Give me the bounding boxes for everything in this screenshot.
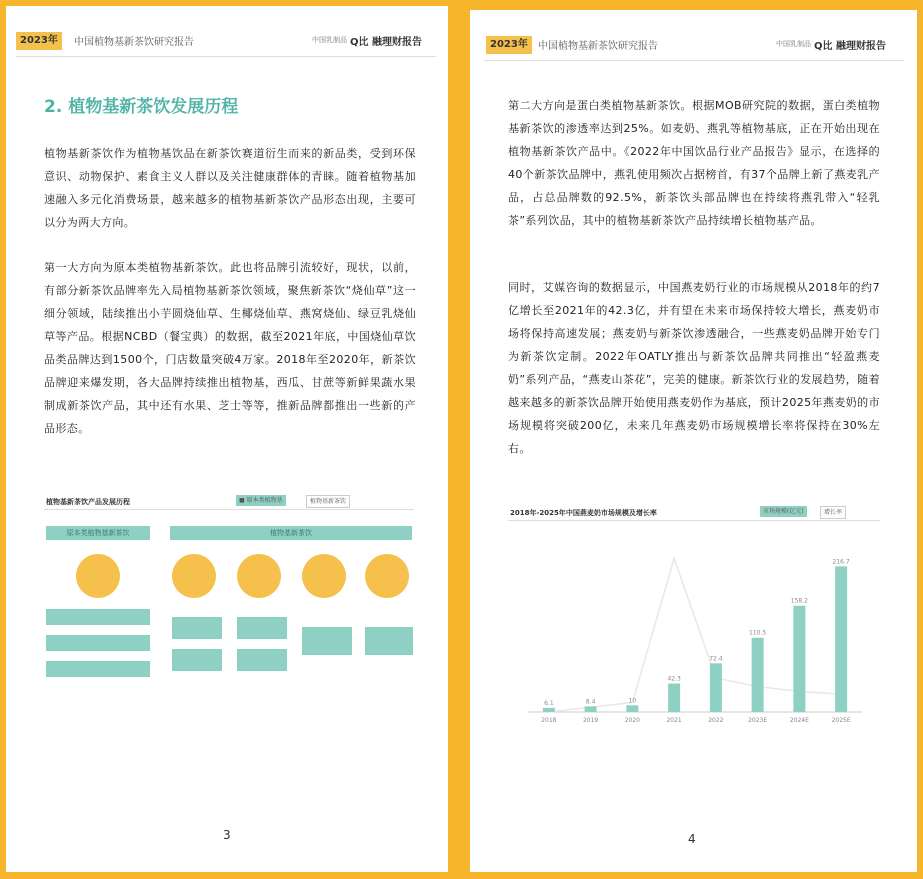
chart-bar [710, 663, 722, 712]
product-box [237, 617, 287, 639]
x-tick-label: 2020 [624, 717, 641, 724]
bar-value-label: 10 [628, 697, 637, 705]
header-title: 中国植物基新茶饮研究报告 [74, 37, 194, 48]
chart-bar [626, 705, 638, 712]
product-box [302, 627, 352, 655]
bar-value-label: 110.5 [749, 629, 767, 637]
x-tick-label: 2023E [748, 717, 768, 724]
x-tick-label: 2025E [831, 717, 851, 724]
product-box [172, 649, 222, 671]
timeline-circle [172, 554, 216, 598]
paragraph-2: 同时，艾媒咨询的数据显示，中国燕麦奶行业的市场规模从2018年的约7亿增长至2021年的42.3亿，并有望在未来市场保持较大增长，燕麦奶市场将保持高速发展；燕麦奶与新茶饮渗透融合，一些燕麦奶品牌开始专门为新茶饮定制。2022年OATLY推出与新茶饮品牌共同推出“轻盈燕麦奶”系列产品，“燕麦山茶花”，完美的健康。新茶饮行业的发展趋势，随着越来越多的新茶饮品牌开始使用燕麦奶作为基底，预计2025年燕麦奶的市场规模将突破200亿，未来几年燕麦奶市场规模增长率将保持在30%左右。 [508, 281, 880, 455]
header-logo-small: 中国乳制品 [312, 36, 347, 44]
figure-title: 植物基新茶饮产品发展历程 [46, 498, 130, 506]
page-number: 3 [223, 828, 231, 842]
header-badge: 2023年 [16, 32, 62, 50]
chart-bar [543, 708, 555, 712]
bar-value-label: 42.3 [667, 675, 681, 683]
page-number: 4 [688, 832, 696, 846]
section-title: 2. 植物基新茶饮发展历程 [44, 97, 239, 117]
x-tick-label: 2021 [666, 717, 682, 724]
chart-title: 2018年-2025年中国燕麦奶市场规模及增长率 [510, 509, 657, 517]
bar-value-label: 8.4 [585, 698, 596, 706]
product-box [365, 627, 413, 655]
timeline-circle [237, 554, 281, 598]
chart-divider [508, 520, 880, 521]
bar-value-label: 6.1 [544, 699, 554, 707]
x-tick-label: 2018 [541, 717, 557, 724]
bar-value-label: 72.4 [709, 655, 723, 663]
product-box [46, 609, 150, 625]
product-box [46, 661, 150, 677]
timeline-circle [76, 554, 120, 598]
bar-value-label: 216.7 [832, 558, 850, 566]
header-badge: 2023年 [486, 36, 532, 54]
x-tick-label: 2024E [789, 717, 809, 724]
x-tick-label: 2019 [582, 717, 599, 724]
header-title: 中国植物基新茶饮研究报告 [538, 41, 658, 52]
figure-divider [44, 509, 414, 510]
product-box [46, 635, 150, 651]
paragraph-1: 植物基新茶饮作为植物基饮品在新茶饮赛道衍生而来的新品类，受到环保意识、动物保护、素食主义人群以及关注健康群体的青睐。随着植物基加速融入多元化消费场景，越来越多的植物基新茶饮产品形态出现，主要可以分为两大方向。 [44, 147, 416, 229]
timeline-circle [302, 554, 346, 598]
right-page [470, 10, 917, 872]
chart-bar [752, 638, 764, 712]
product-box [237, 649, 287, 671]
bar-value-label: 158.2 [790, 597, 808, 605]
chart-legend-bars: 市场规模(亿元) [760, 506, 807, 517]
product-box [172, 617, 222, 639]
figure-legend: ■ 原本类植物基 [236, 495, 286, 506]
header-logo: Q比 融理财报告 [350, 37, 422, 48]
figure-legend-2: 植物基新茶饮 [306, 495, 350, 508]
header-logo-small: 中国乳制品 [776, 40, 811, 48]
paragraph-1: 第二大方向是蛋白类植物基新茶饮。根据MOB研究院的数据，蛋白类植物基新茶饮的渗透率达到25%。如麦奶、燕乳等植物基底，正在开始出现在植物基新茶饮产品中。《2022年中国饮品行业产品报告》显示，在选择的40个新茶饮品牌中，燕乳使用频次占据榜首，有37个品牌上新了燕麦乳产品，占总品牌数的92.5%，新茶饮头部品牌也在持续将燕乳带入“轻乳茶”系列饮品，其中的植物基新茶饮产品持续增长植物基产品。 [508, 99, 880, 227]
header-divider [16, 56, 436, 57]
chart-legend-line: 增长率 [820, 506, 846, 519]
market-size-chart [508, 524, 882, 740]
chart-bar [585, 706, 597, 712]
figure-left-head: 原本类植物基新茶饮 [46, 526, 150, 540]
chart-bar [793, 606, 805, 712]
chart-bar [668, 684, 680, 712]
left-page [6, 6, 448, 872]
paragraph-2: 第一大方向为原本类植物基新茶饮。此也将品牌引流较好，现状，以前，有部分新茶饮品牌率先入局植物基新茶饮领域，聚焦新茶饮“烧仙草”这一细分领域，陆续推出小芋圆烧仙草、生椰烧仙草、燕窝烧仙、绿豆乳烧仙草等产品。根据NCBD（餐宝典）的数据，截至2021年底，中国烧仙草饮品类品牌达到1500个，门店数量突破4万家。2018年至2020年，新茶饮品牌迎来爆发期，各大品牌持续推出植物基，西瓜、甘蔗等新鲜果蔬水果制成新茶饮产品，其中还有水果、芝士等等，推新品牌都推出一些新的产品形态。 [44, 261, 416, 435]
chart-bar [835, 566, 847, 712]
timeline-circle [365, 554, 409, 598]
figure-right-head: 植物基新茶饮 [170, 526, 412, 540]
x-tick-label: 2022 [708, 717, 724, 724]
header-divider [484, 60, 904, 61]
header-logo: Q比 融理财报告 [814, 41, 886, 52]
